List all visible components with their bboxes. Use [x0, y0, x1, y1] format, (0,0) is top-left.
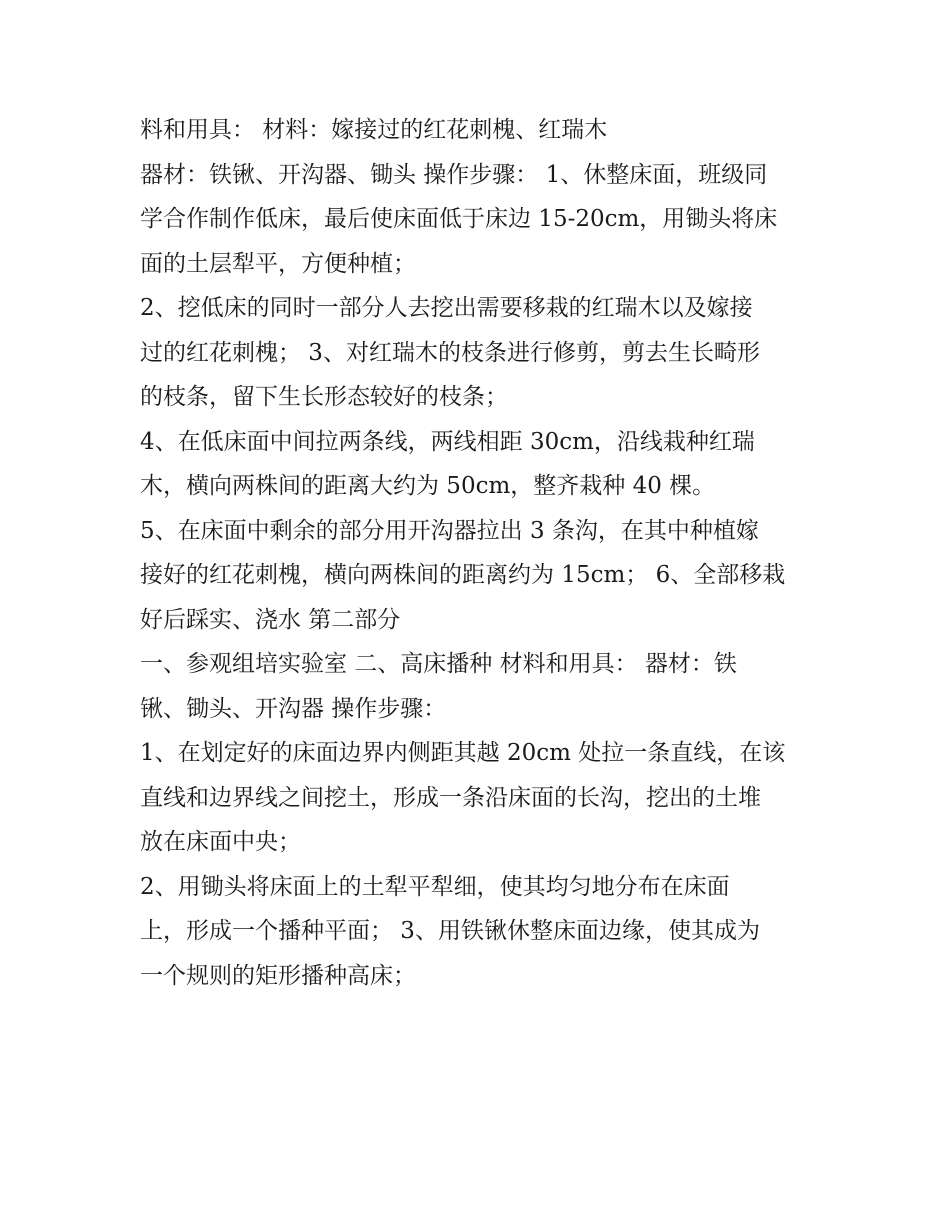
text-line: 1、在划定好的床面边界内侧距其越 20cm 处拉一条直线，在该	[140, 740, 786, 766]
text-line: 的枝条，留下生长形态较好的枝条；	[140, 384, 508, 410]
text-line: 5、在床面中剩余的部分用开沟器拉出 3 条沟，在其中种植嫁	[140, 517, 759, 544]
text-line: 器材：铁锹、开沟器、锄头 操作步骤： 1、休整床面，班级同	[140, 161, 768, 188]
text-line: 2、挖低床的同时一部分人去挖出需要移栽的红瑞木以及嫁接	[140, 295, 753, 321]
text-line: 学合作制作低床，最后使床面低于床边 15-20cm，用锄头将床	[140, 206, 778, 232]
text-line: 面的土层犁平，方便种植；	[140, 250, 416, 277]
text-line: 好后踩实、浇水 第二部分	[140, 606, 401, 633]
text-line: 直线和边界线之间挖土，形成一条沿床面的长沟，挖出的土堆	[140, 784, 761, 811]
text-line: 锹、锄头、开沟器 操作步骤：	[140, 695, 447, 722]
text-line: 4、在低床面中间拉两条线，两线相距 30cm，沿线栽种红瑞	[140, 428, 755, 455]
text-line: 放在床面中央；	[140, 829, 301, 855]
text-line: 木，横向两株间的距离大约为 50cm，整齐栽种 40 棵。	[140, 473, 716, 499]
text-line: 上，形成一个播种平面； 3、用铁锹休整床面边缘，使其成为	[140, 918, 760, 944]
document-body	[140, 108, 820, 998]
text-line: 一、参观组培实验室 二、高床播种 材料和用具： 器材：铁	[140, 651, 737, 677]
text-line: 料和用具： 材料：嫁接过的红花刺槐、红瑞木	[140, 117, 608, 143]
text-line: 一个规则的矩形播种高床；	[140, 962, 416, 989]
text-line: 2、用锄头将床面上的土犁平犁细，使其均匀地分布在床面	[140, 873, 730, 900]
text-line: 过的红花刺槐； 3、对红瑞木的枝条进行修剪，剪去生长畸形	[140, 339, 760, 366]
text-line: 接好的红花刺槐，横向两株间的距离约为 15cm； 6、全部移栽	[140, 562, 786, 588]
